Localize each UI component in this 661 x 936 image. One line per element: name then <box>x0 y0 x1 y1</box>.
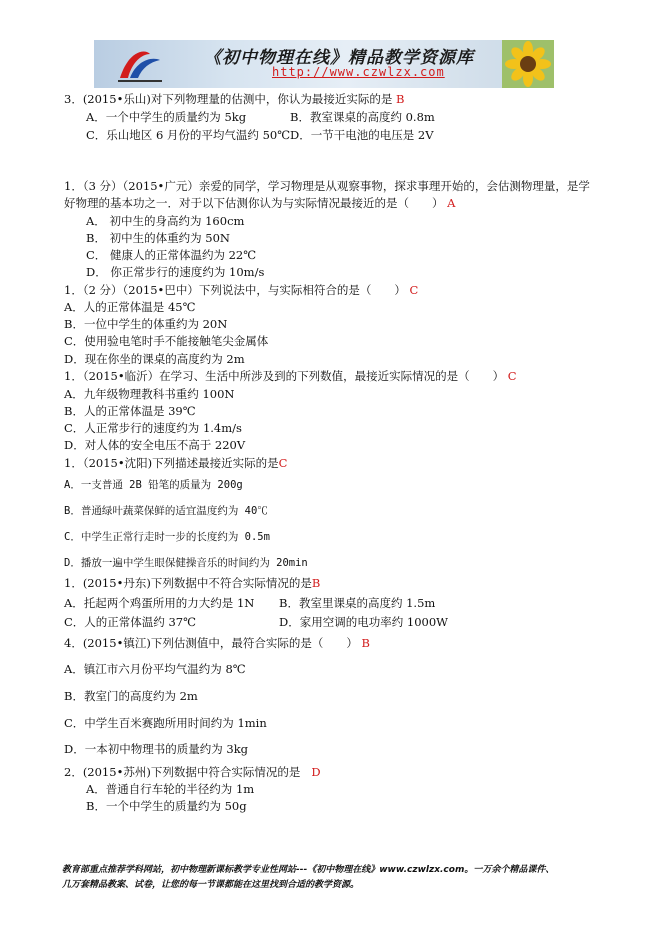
option-d: D．现在你坐的课桌的高度约为 2m <box>64 352 245 366</box>
question-shenyang-stem: 1．（2015•沈阳)下列描述最接近实际的是C <box>64 456 288 470</box>
answer-mark: C <box>278 456 288 470</box>
footer-line-2: 几万套精品教案、试卷，让您的每一节课都能在这里找到合适的教学资源。 <box>62 880 360 890</box>
answer-mark: B <box>311 576 321 590</box>
option-c: C． 健康人的正常体温约为 22℃ <box>86 248 257 262</box>
question-guangyuan-stem-line2: 好物理的基本功之一．对于以下估测你认为与实际情况最接近的是（ ） A <box>64 196 456 210</box>
question-leshan-stem: 3．(2015•乐山)对下列物理量的估测中，你认为最接近实际的是 B <box>64 92 405 106</box>
option-b: B． 初中生的体重约为 50N <box>86 231 230 245</box>
banner-url-link[interactable]: http://www.czwlzx.com <box>272 65 445 79</box>
option-b: B．一位中学生的体重约为 20N <box>64 317 228 331</box>
option-a: A．一支普通 2B 铅笔的质量为 200g <box>64 479 243 491</box>
option-b: B．教室课桌的高度约 0.8m <box>290 110 435 124</box>
answer-mark: C <box>507 369 517 383</box>
option-c: C．使用验电笔时手不能接触笔尖金属体 <box>64 334 269 348</box>
option-a: A．普通自行车轮的半径约为 1m <box>86 782 255 796</box>
question-dandong-stem: 1．(2015•丹东)下列数据中不符合实际情况的是B <box>64 576 321 590</box>
question-linyi-stem: 1．（2015•临沂）在学习、生活中所涉及到的下列数值，最接近实际情况的是（ ） C <box>64 369 517 383</box>
option-a: A． 初中生的身高约为 160cm <box>86 214 245 228</box>
answer-mark: B <box>361 636 370 650</box>
option-d: D． 你正常步行的速度约为 10m/s <box>86 265 265 279</box>
answer-mark: D <box>311 765 321 779</box>
sunflower-icon <box>502 40 554 88</box>
question-suzhou-stem: 2．(2015•苏州)下列数据中符合实际情况的是 D <box>64 765 321 779</box>
answer-mark: A <box>447 196 456 210</box>
answer-mark: C <box>409 283 419 297</box>
option-d: D．一节干电池的电压是 2V <box>290 128 434 142</box>
option-c: C．中学生正常行走时一步的长度约为 0.5m <box>64 531 270 543</box>
footer-line-1: 教育部重点推荐学科网站，初中物理新课标教学专业性网站---《初中物理在线》www.czwlzx.com。一万余个精品课件、 <box>62 865 555 875</box>
option-c: C．人正常步行的速度约为 1.4m/s <box>64 421 242 435</box>
option-a: A．一个中学生的质量约为 5kg <box>86 110 247 124</box>
option-a: A．镇江市六月份平均气温约为 8℃ <box>64 662 246 676</box>
option-c: C．乐山地区 6 月份的平均气温约 50℃ <box>86 128 291 142</box>
banner-title: 《初中物理在线》精品教学资源库 <box>204 48 474 68</box>
question-bazhong-stem: 1．（2 分）（2015•巴中）下列说法中，与实际相符合的是（ ） C <box>64 283 419 297</box>
header-banner <box>94 40 554 88</box>
question-zhenjiang-stem: 4．(2015•镇江)下列估测值中，最符合实际的是（ ） B <box>64 636 370 650</box>
option-b: B．教室里课桌的高度约 1.5m <box>279 596 436 610</box>
option-d: D．对人体的安全电压不高于 220V <box>64 438 246 452</box>
option-a: A．九年级物理教科书重约 100N <box>64 387 235 401</box>
site-logo-icon <box>116 44 164 84</box>
option-c: C．中学生百米赛跑所用时间约为 1min <box>64 716 267 730</box>
option-a: A．托起两个鸡蛋所用的力大约是 1N <box>64 596 255 610</box>
option-b: B．一个中学生的质量约为 50g <box>86 799 247 813</box>
option-b: B．普通绿叶蔬菜保鲜的适宜温度约为 40℃ <box>64 505 268 517</box>
option-b: B．教室门的高度约为 2m <box>64 689 198 703</box>
question-guangyuan-stem-line1: 1．（3 分）（2015•广元）亲爱的同学，学习物理是从观察事物，探求事理开始的，会估测物理量，是学 <box>64 179 590 193</box>
option-a: A．人的正常体温是 45℃ <box>64 300 196 314</box>
option-b: B．人的正常体温是 39℃ <box>64 404 196 418</box>
option-c: C．人的正常体温约 37℃ <box>64 615 196 629</box>
answer-mark: B <box>396 92 405 106</box>
option-d: D．家用空调的电功率约 1000W <box>279 615 448 629</box>
option-d: D．播放一遍中学生眼保健操音乐的时间约为 20min <box>64 557 308 569</box>
option-d: D．一本初中物理书的质量约为 3kg <box>64 742 249 756</box>
